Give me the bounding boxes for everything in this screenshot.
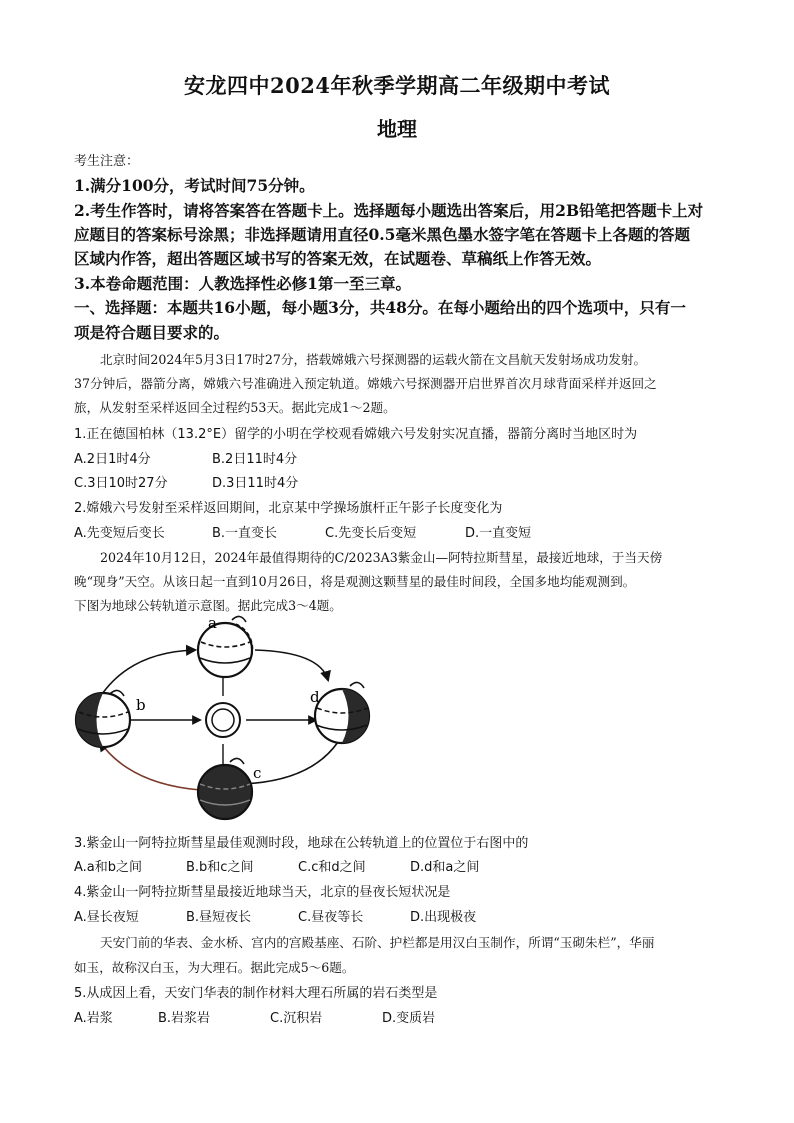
question-5-option-c[interactable]: C.沉积岩	[270, 1011, 323, 1026]
question-2-option-c[interactable]: C.先变长后变短	[325, 526, 417, 541]
passage-1-line-1: 北京时间2024年5月3日17时27分，搭载嫦娥六号探测器的运载火箭在文昌航天发射场成功发射。	[100, 352, 647, 367]
passage-2-line-1: 2024年10月12日，2024年最值得期待的C/2023A3紫金山—阿特拉斯彗星，最接近地球，于当天傍	[100, 550, 663, 565]
question-4-option-a[interactable]: A.昼长夜短	[74, 910, 139, 925]
question-2-stem: 2.嫦娥六号发射至采样返回期间，北京某中学操场旗杆正午影子长度变化为	[74, 501, 503, 516]
label-c: c	[253, 764, 262, 782]
question-4-option-c[interactable]: C.昼夜等长	[298, 910, 364, 925]
notice-item-3: 3.本卷命题范围：人教选择性必修1第一至三章。	[74, 274, 411, 293]
question-2-option-b[interactable]: B.一直变长	[212, 526, 278, 541]
notice-item-2-line-3: 区域内作答，超出答题区域书写的答案无效，在试题卷、草稿纸上作答无效。	[74, 249, 602, 268]
earth-position-d	[315, 682, 369, 743]
label-d: d	[310, 688, 320, 706]
sun-icon	[206, 703, 240, 737]
label-a: a	[208, 614, 217, 632]
question-1-option-c[interactable]: C.3日10时27分	[74, 476, 168, 491]
earth-orbit-diagram	[70, 612, 390, 827]
notice-heading: 考生注意：	[74, 154, 140, 169]
question-3-option-c[interactable]: C.c和d之间	[298, 860, 366, 875]
question-1-options	[74, 448, 724, 467]
subject-title: 地理	[377, 117, 417, 141]
passage-3-line-2: 如玉，故称汉白玉，为大理石。据此完成5～6题。	[74, 960, 355, 975]
question-5-option-a[interactable]: A.岩浆	[74, 1011, 113, 1026]
question-5-option-d[interactable]: D.变质岩	[382, 1011, 436, 1026]
passage-3-line-1: 天安门前的华表、金水桥、宫内的宫殿基座、石阶、护栏都是用汉白玉制作，所谓“玉砌朱栏”，华丽	[100, 935, 655, 950]
passage-1-line-3: 旅，从发射至采样返回全过程约53天。据此完成1～2题。	[74, 400, 396, 415]
question-4-stem: 4.紫金山一阿特拉斯彗星最接近地球当天，北京的昼夜长短状况是	[74, 885, 451, 900]
question-5-option-b[interactable]: B.岩浆岩	[158, 1011, 211, 1026]
question-1-option-b[interactable]: B.2日11时4分	[212, 452, 298, 467]
passage-2-line-2: 晚“现身”天空。从该日起一直到10月26日，将是观测这颗彗星的最佳时间段，全国多地均能观测到。	[74, 574, 636, 589]
question-4-option-b[interactable]: B.昼短夜长	[186, 910, 252, 925]
notice-item-2-line-1: 2.考生作答时，请将答案答在答题卡上。选择题每小题选出答案后，用2B铅笔把答题卡上对	[74, 201, 704, 220]
question-2-option-a[interactable]: A.先变短后变长	[74, 526, 165, 541]
section-heading-line-2: 项是符合题目要求的。	[74, 323, 230, 342]
question-4-option-d[interactable]: D.出现极夜	[410, 910, 477, 925]
question-2-options	[74, 522, 724, 541]
question-3-option-d[interactable]: D.d和a之间	[410, 860, 480, 875]
section-heading-line-1: 一、选择题：本题共16小题，每小题3分，共48分。在每小题给出的四个选项中，只有一	[74, 298, 686, 317]
question-1-option-a[interactable]: A.2日1时4分	[74, 452, 151, 467]
question-3-stem: 3.紫金山一阿特拉斯彗星最佳观测时段，地球在公转轨道上的位置位于右图中的	[74, 836, 529, 851]
question-3-option-a[interactable]: A.a和b之间	[74, 860, 143, 875]
notice-item-1: 1.满分100分，考试时间75分钟。	[74, 176, 315, 195]
earth-position-c	[198, 758, 252, 819]
exam-title: 安龙四中2024年秋季学期高二年级期中考试	[184, 73, 610, 98]
question-1-stem: 1.正在德国柏林（13.2°E）留学的小明在学校观看嫦娥六号发射实况直播，器箭分离时当地区时为	[74, 427, 638, 442]
earth-position-b	[76, 690, 130, 747]
notice-item-2-line-2: 应题目的答案标号涂黑；非选择题请用直径0.5毫米黑色墨水签字笔在答题卡上各题的答题	[74, 225, 690, 244]
question-5-options	[74, 1007, 724, 1026]
question-3-option-b[interactable]: B.b和c之间	[186, 860, 254, 875]
question-5-stem: 5.从成因上看，天安门华表的制作材料大理石所属的岩石类型是	[74, 986, 438, 1001]
question-1-option-d[interactable]: D.3日11时4分	[212, 476, 299, 491]
question-3-options	[74, 856, 724, 875]
passage-1-line-2: 37分钟后，器箭分离，嫦娥六号准确进入预定轨道。嫦娥六号探测器开启世界首次月球背面采样并返回之	[74, 376, 657, 391]
label-b: b	[136, 696, 146, 714]
question-2-option-d[interactable]: D.一直变短	[465, 526, 532, 541]
earth-position-a	[198, 616, 253, 677]
question-4-options	[74, 906, 724, 925]
passage-2-line-3: 下图为地球公转轨道示意图。据此完成3～4题。	[74, 598, 342, 613]
question-1-options-row-2	[74, 472, 724, 491]
